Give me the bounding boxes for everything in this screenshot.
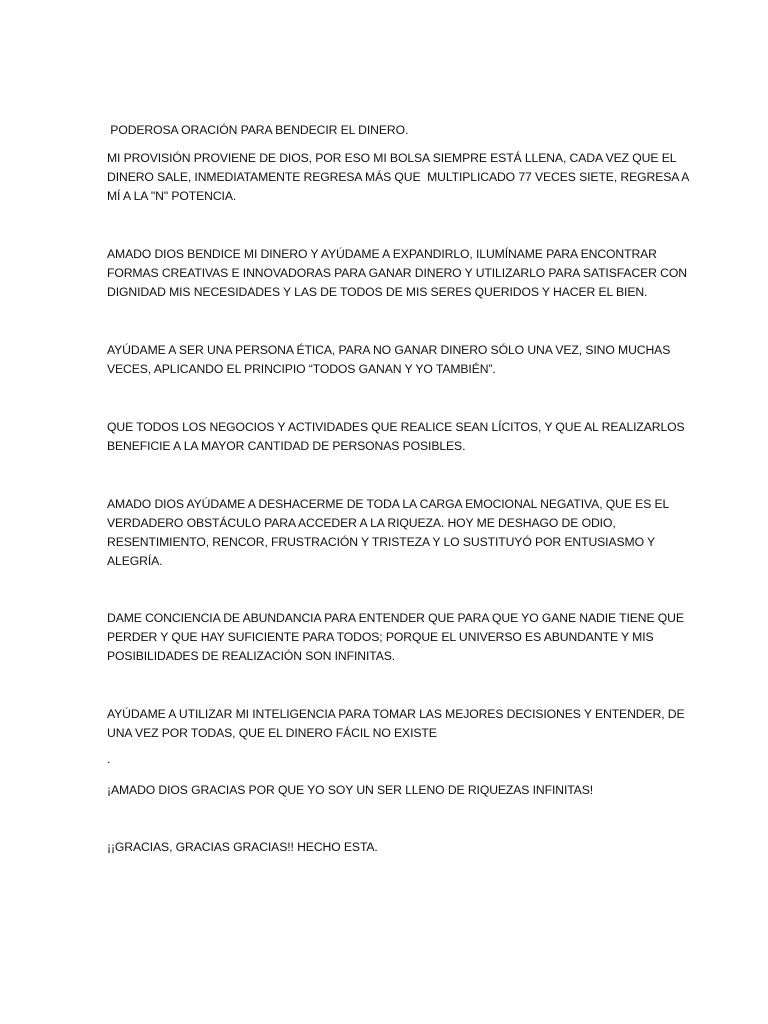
- paragraph-abundancia: [107, 609, 684, 666]
- paragraph-line: ¡¡GRACIAS, GRACIAS GRACIAS!! HECHO ESTA.: [107, 840, 378, 854]
- paragraph-line: VERDADERO OBSTÁCULO PARA ACCEDER A LA RIQUEZA. HOY ME DESHAGO DE ODIO,: [107, 516, 616, 530]
- paragraph-line: VECES, APLICANDO EL PRINCIPIO “TODOS GANAN Y YO TAMBIÉN”.: [107, 362, 496, 376]
- paragraph-etica: [107, 341, 671, 379]
- paragraph-hecho-esta: [107, 838, 667, 857]
- paragraph-line: ¡AMADO DIOS GRACIAS POR QUE YO SOY UN SER LLENO DE RIQUEZAS INFINITAS!: [107, 783, 594, 797]
- paragraph-line: DAME CONCIENCIA DE ABUNDANCIA PARA ENTENDER QUE PARA QUE YO GANE NADIE TIENE QUE: [107, 611, 684, 625]
- paragraph-line: MI PROVISIÓN PROVIENE DE DIOS, POR ESO MI BOLSA SIEMPRE ESTÁ LLENA, CADA VEZ QUE EL: [107, 151, 677, 165]
- paragraph-line: RESENTIMIENTO, RENCOR, FRUSTRACIÓN Y TRISTEZA Y LO SUSTITUYÓ POR ENTUSIASMO Y: [107, 535, 656, 549]
- paragraph-line: AYÚDAME A UTILIZAR MI INTELIGENCIA PARA TOMAR LAS MEJORES DECISIONES Y ENTENDER, DE: [107, 707, 685, 721]
- paragraph-line: UNA VEZ POR TODAS, QUE EL DINERO FÁCIL NO EXISTE: [107, 726, 437, 740]
- paragraph-line: AYÚDAME A SER UNA PERSONA ÉTICA, PARA NO GANAR DINERO SÓLO UNA VEZ, SINO MUCHAS: [107, 343, 671, 357]
- paragraph-line: .: [107, 752, 111, 766]
- paragraph-bendice: [107, 245, 687, 302]
- title-line: PODEROSA ORACIÓN PARA BENDECIR EL DINERO.: [107, 123, 409, 137]
- paragraph-line: MÍ A LA "N" POTENCIA.: [107, 189, 237, 203]
- paragraph-line: DIGNIDAD MIS NECESIDADES Y LAS DE TODOS DE MIS SERES QUERIDOS Y HACER EL BIEN.: [107, 285, 648, 299]
- paragraph-line: AMADO DIOS BENDICE MI DINERO Y AYÚDAME A EXPANDIRLO, ILUMÍNAME PARA ENCONTRAR: [107, 247, 657, 261]
- paragraph-line: QUE TODOS LOS NEGOCIOS Y ACTIVIDADES QUE REALICE SEAN LÍCITOS, Y QUE AL REALIZARLOS: [107, 420, 685, 434]
- paragraph-line: POSIBILIDADES DE REALIZACIÓN SON INFINITAS.: [107, 649, 396, 663]
- paragraph-line: PERDER Y QUE HAY SUFICIENTE PARA TODOS; PORQUE EL UNIVERSO ES ABUNDANTE Y MIS: [107, 630, 654, 644]
- paragraph-carga-emocional: [107, 495, 670, 571]
- paragraph-line: BENEFICIE A LA MAYOR CANTIDAD DE PERSONAS POSIBLES.: [107, 439, 466, 453]
- paragraph-provision: [107, 149, 690, 206]
- paragraph-line: ALEGRÍA.: [107, 554, 163, 568]
- paragraph-line: DINERO SALE, INMEDIATAMENTE REGRESA MÁS QUE MULTIPLICADO 77 VECES SIETE, REGRESA A: [107, 170, 690, 184]
- paragraph-line: AMADO DIOS AYÚDAME A DESHACERME DE TODA LA CARGA EMOCIONAL NEGATIVA, QUE ES EL: [107, 497, 670, 511]
- document-title: [107, 121, 667, 140]
- paragraph-inteligencia: [107, 705, 685, 743]
- paragraph-negocios: [107, 418, 685, 456]
- paragraph-line: FORMAS CREATIVAS E INNOVADORAS PARA GANAR DINERO Y UTILIZARLO PARA SATISFACER CON: [107, 266, 687, 280]
- paragraph-gracias-dios: [107, 781, 667, 800]
- paragraph-dot: [107, 750, 667, 769]
